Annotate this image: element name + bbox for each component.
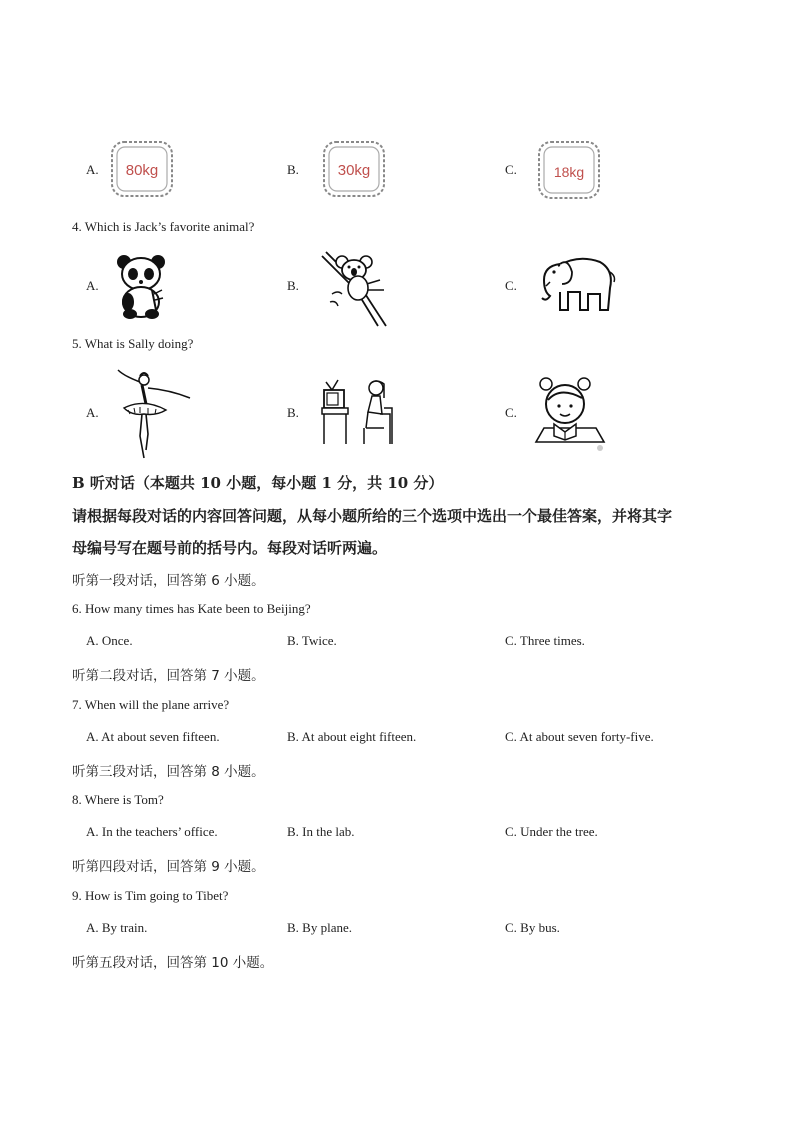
dialog-2-question: 7. When will the plane arrive?	[72, 697, 230, 712]
q8-option-a: A. In the teachers’ office.	[86, 824, 218, 839]
q4-option-a-letter: A.	[86, 278, 99, 293]
q7-option-a: A. At about seven fifteen.	[86, 729, 220, 744]
q5-option-a-letter: A.	[86, 405, 99, 420]
q9-option-a: A. By train.	[86, 920, 148, 935]
dialog-2-intro: 听第二段对话，回答第 7 小题。	[72, 668, 265, 684]
q3-option-a-letter: A.	[86, 162, 99, 177]
watching-tv-icon	[318, 378, 398, 446]
weight-badge-c-text: 18kg	[553, 164, 585, 180]
weight-badge-c	[535, 138, 603, 202]
weight-badge-a	[108, 138, 176, 200]
dialog-1-question: 6. How many times has Kate been to Beijing?	[72, 601, 311, 616]
weight-badge-a-text: 80kg	[125, 162, 159, 179]
dialog-5-intro: 听第五段对话，回答第 10 小题。	[72, 955, 274, 971]
panda-icon	[112, 252, 174, 320]
elephant-icon	[538, 252, 616, 314]
weight-badge-b	[320, 138, 388, 200]
q5-option-b-letter: B.	[287, 405, 299, 420]
q6-option-b: B. Twice.	[287, 633, 337, 648]
girl-reading-icon	[530, 374, 610, 454]
q4-option-c-letter: C.	[505, 278, 517, 293]
q8-option-c: C. Under the tree.	[505, 824, 598, 839]
q3-option-b-letter: B.	[287, 162, 299, 177]
q4-option-b-letter: B.	[287, 278, 299, 293]
q9-option-b: B. By plane.	[287, 920, 352, 935]
q3-option-c-letter: C.	[505, 162, 517, 177]
ballet-dancer-icon	[100, 368, 196, 460]
q9-option-c: C. By bus.	[505, 920, 560, 935]
weight-badge-b-text: 30kg	[337, 162, 371, 179]
q8-option-b: B. In the lab.	[287, 824, 355, 839]
q4-question: 4. Which is Jack’s favorite animal?	[72, 219, 255, 234]
section-b-instruction-line1: 请根据每段对话的内容回答问题，从每小题所给的三个选项中选出一个最佳答案，并将其字	[72, 507, 673, 525]
q6-option-a: A. Once.	[86, 633, 133, 648]
q5-option-c-letter: C.	[505, 405, 517, 420]
q7-option-b: B. At about eight fifteen.	[287, 729, 417, 744]
dialog-3-intro: 听第三段对话，回答第 8 小题。	[72, 764, 265, 780]
dialog-4-intro: 听第四段对话，回答第 9 小题。	[72, 859, 265, 875]
koala-icon	[320, 250, 392, 328]
section-b-title: B 听对话（本题共 10 小题，每小题 1 分，共 10 分）	[72, 474, 444, 492]
dialog-4-question: 9. How is Tim going to Tibet?	[72, 888, 229, 903]
dialog-1-intro: 听第一段对话，回答第 6 小题。	[72, 573, 265, 589]
q5-question: 5. What is Sally doing?	[72, 336, 194, 351]
q6-option-c: C. Three times.	[505, 633, 585, 648]
q7-option-c: C. At about seven forty-five.	[505, 729, 654, 744]
section-b-instruction-line2: 母编号写在题号前的括号内。每段对话听两遍。	[72, 539, 388, 557]
dialog-3-question: 8. Where is Tom?	[72, 792, 164, 807]
